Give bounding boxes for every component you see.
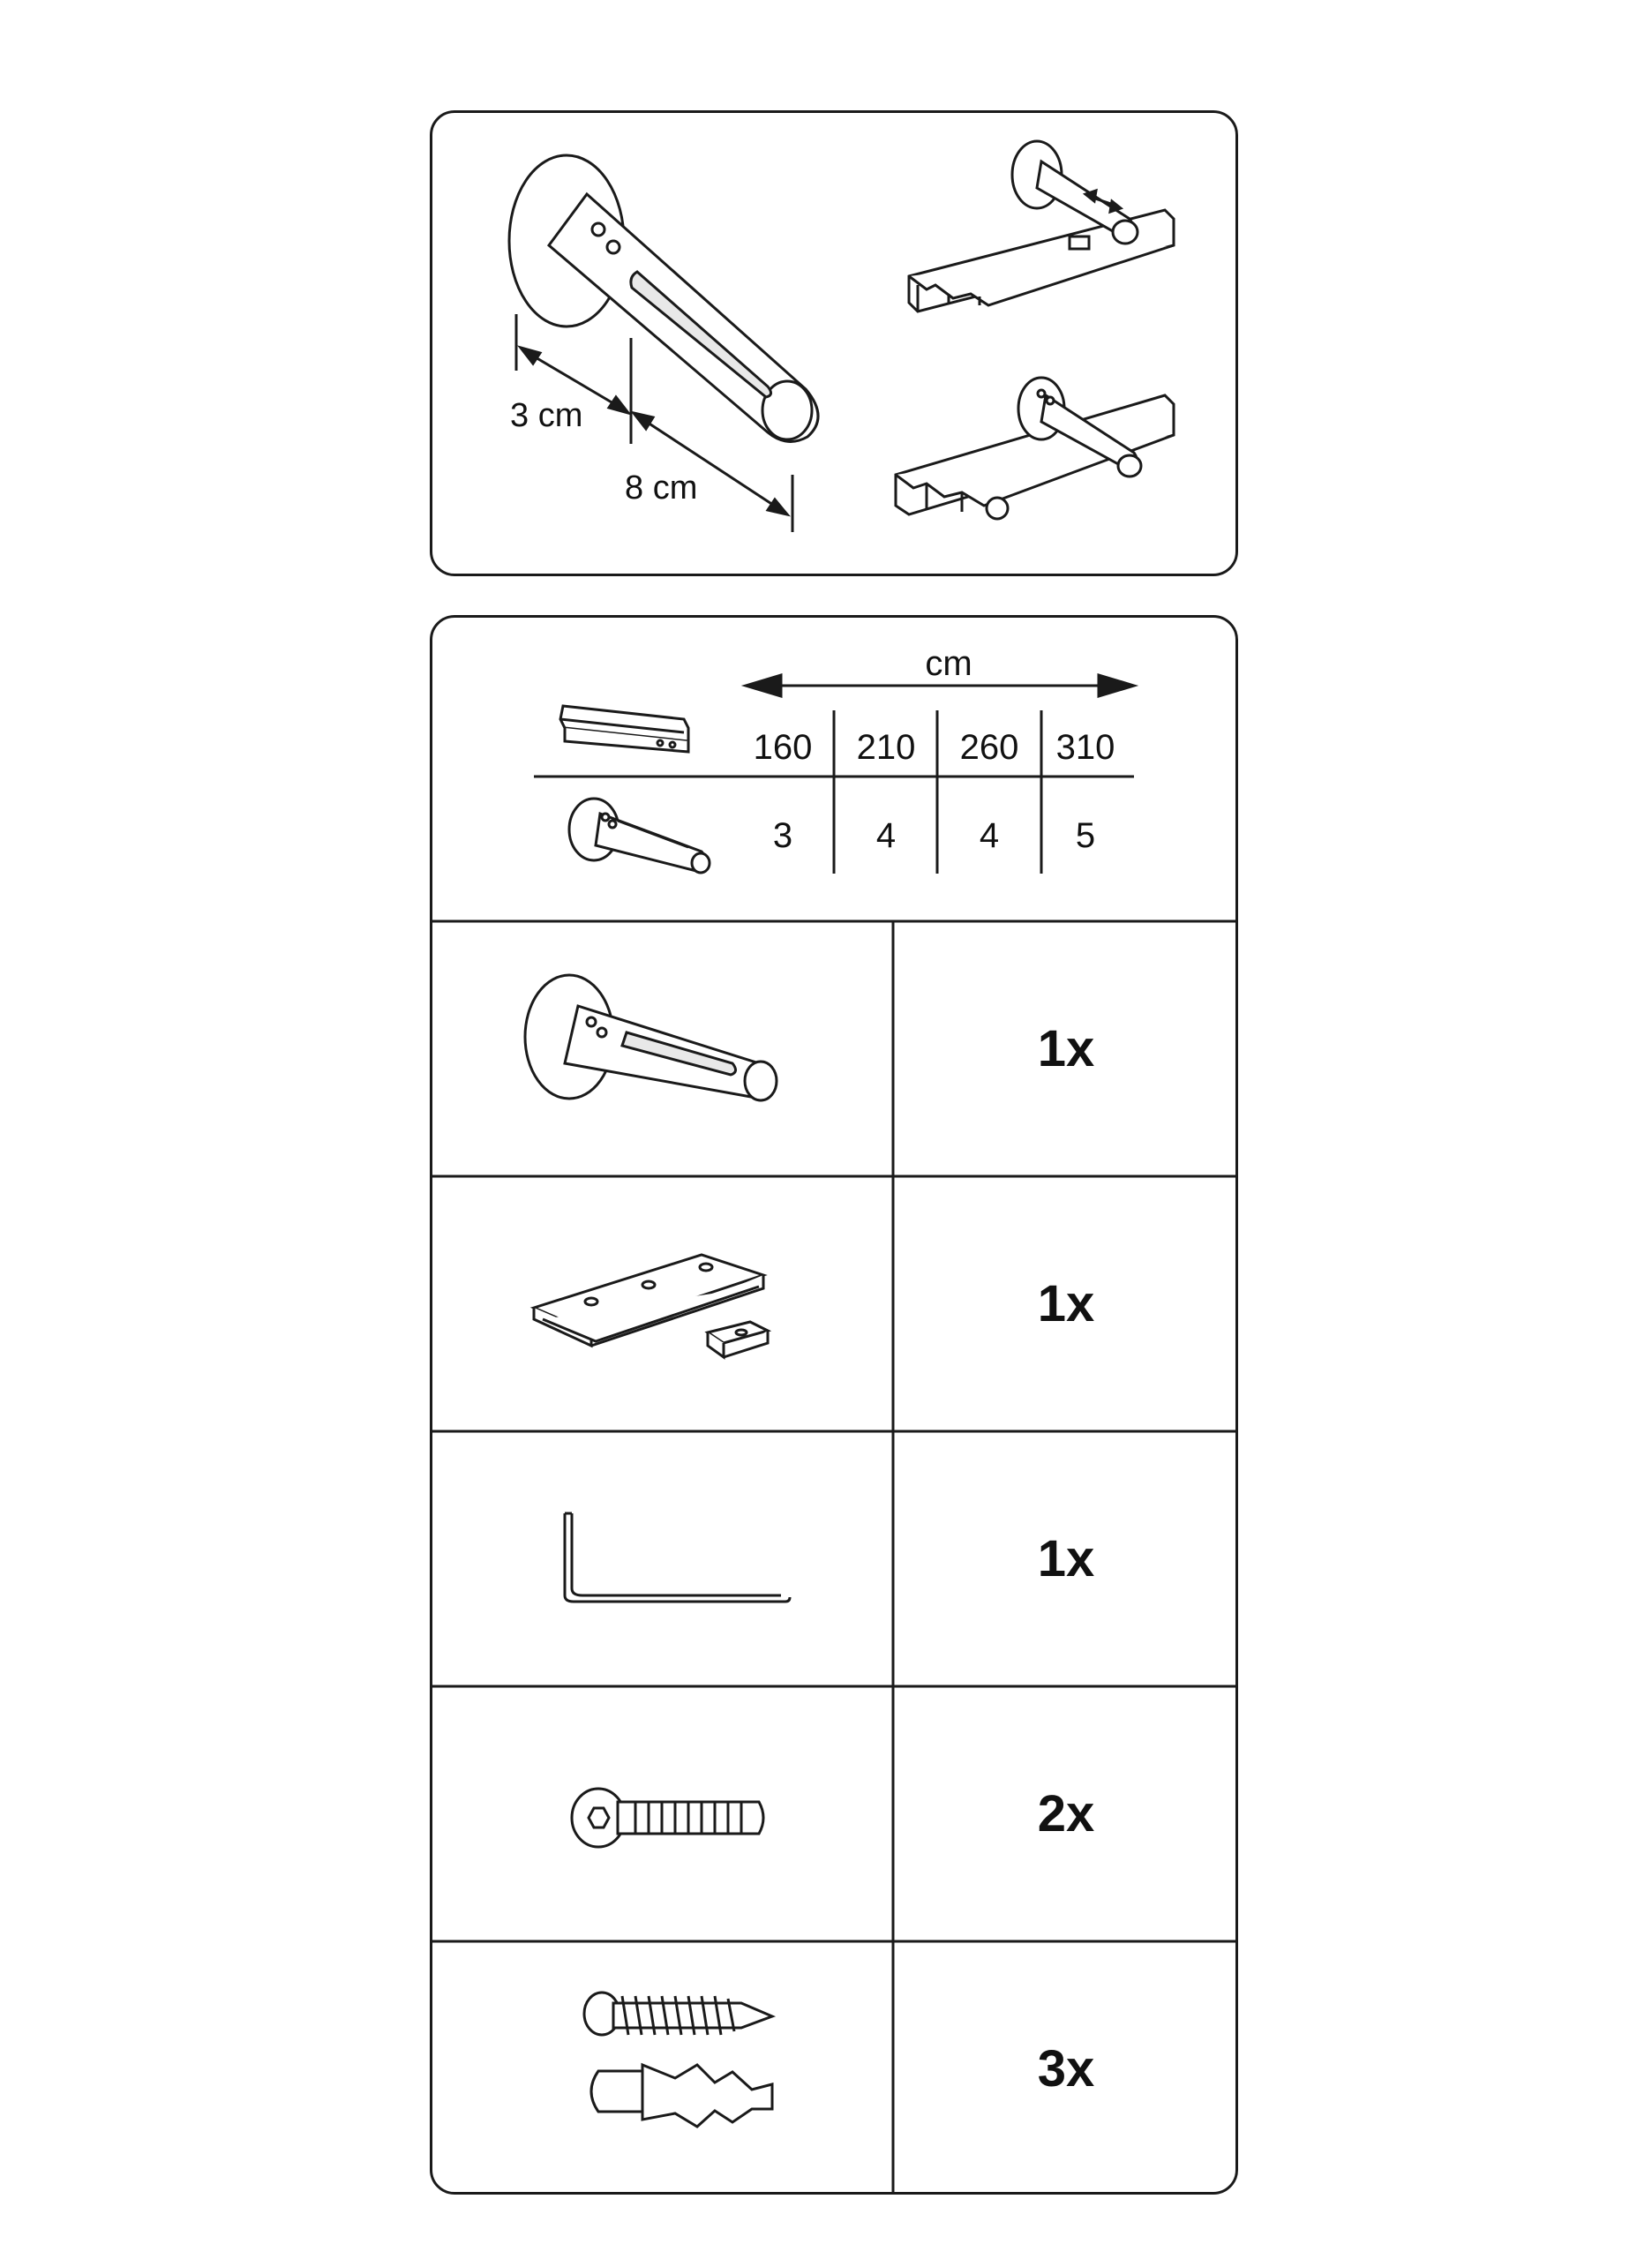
bracket-count-310: 5 xyxy=(1075,816,1096,855)
dimensions-panel xyxy=(430,110,1238,576)
unit-label: cm xyxy=(925,644,972,683)
parts-row-1-quantity: 1x xyxy=(1037,1020,1095,1077)
length-260: 260 xyxy=(959,728,1019,767)
parts-table-grid xyxy=(432,618,1238,2195)
length-160: 160 xyxy=(753,728,813,767)
bracket-count-160: 3 xyxy=(772,816,793,855)
rail-sliding-bracket-icon xyxy=(909,141,1174,311)
dimensions-diagram xyxy=(432,113,1241,579)
length-310: 310 xyxy=(1055,728,1115,767)
parts-row-2-plate-icon xyxy=(534,1255,768,1357)
dimension-large-label: 8 cm xyxy=(625,469,698,507)
parts-row-3-allen-key-icon xyxy=(565,1513,790,1602)
length-210: 210 xyxy=(856,728,916,767)
parts-row-3-quantity: 1x xyxy=(1037,1530,1095,1587)
bracket-count-210: 4 xyxy=(875,816,897,855)
rail-icon xyxy=(560,706,688,752)
parts-row-5-quantity: 3x xyxy=(1037,2040,1095,2098)
parts-list-panel xyxy=(430,615,1238,2195)
parts-row-4-screw-icon xyxy=(572,1789,763,1847)
bracket-small-icon xyxy=(569,799,710,873)
dimension-small-label: 3 cm xyxy=(510,397,583,434)
bracket-count-260: 4 xyxy=(979,816,1000,855)
parts-row-5-screw-dowel-icon xyxy=(584,1993,772,2127)
parts-row-2-quantity: 1x xyxy=(1037,1275,1095,1332)
parts-row-1-bracket-icon xyxy=(525,975,777,1100)
parts-row-4-quantity: 2x xyxy=(1037,1785,1095,1842)
rail-fixed-bracket-icon xyxy=(896,378,1174,519)
